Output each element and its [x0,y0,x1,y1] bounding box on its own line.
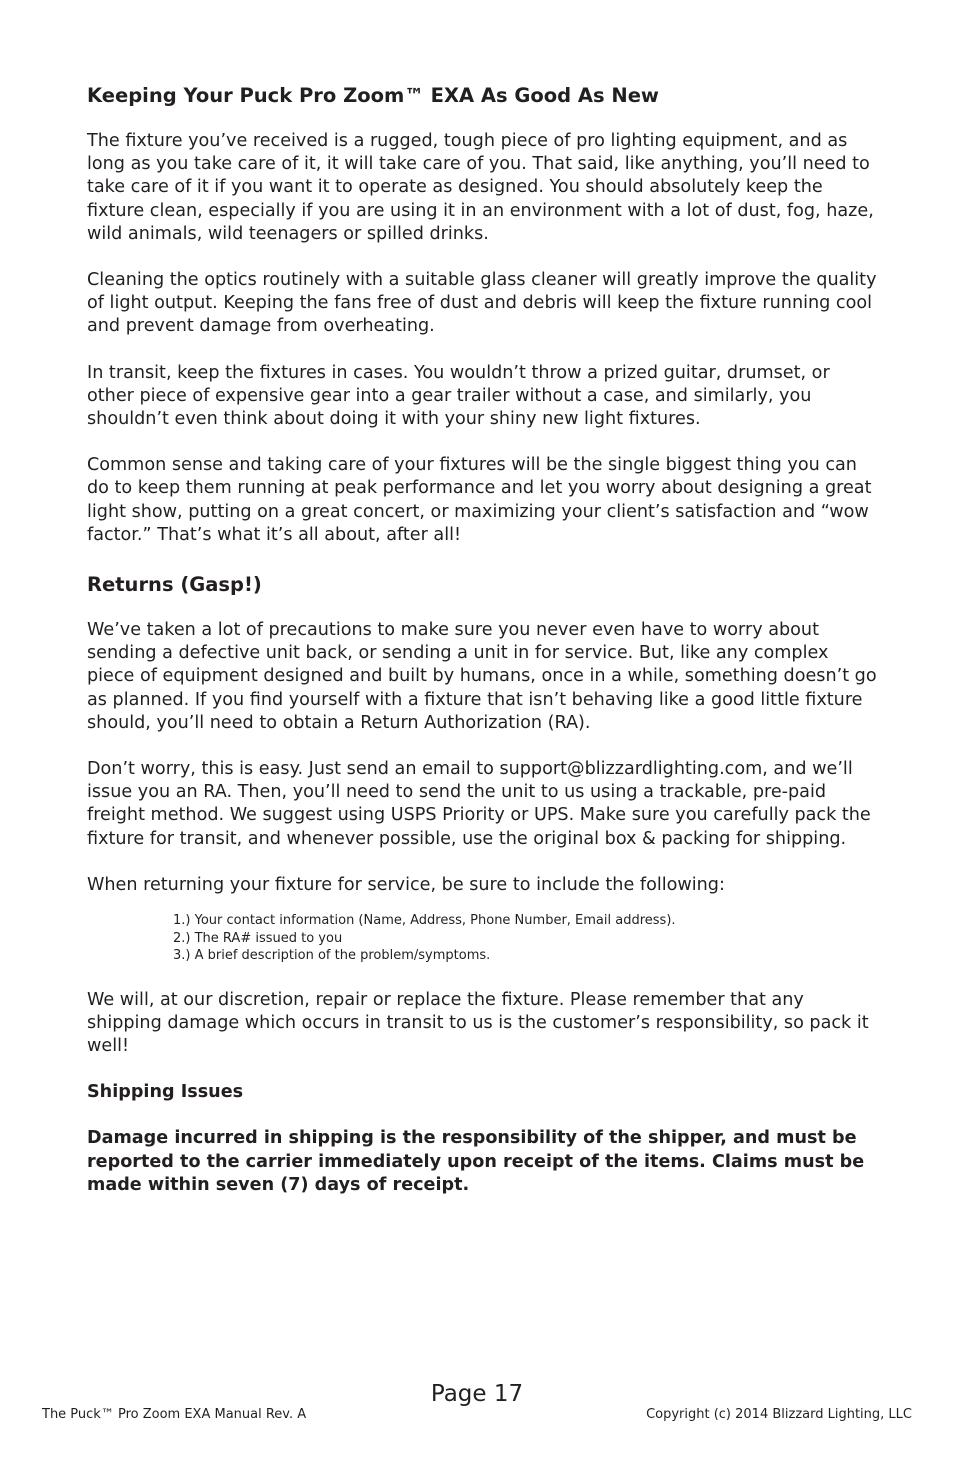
paragraph: We will, at our discretion, repair or replace the fixture. Please remember that any shipping damage which occurs in transit to us is the customer’s responsibility, so pack it well! [87,989,869,1056]
footer-copyright: Copyright (c) 2014 Blizzard Lighting, LLC [646,1407,912,1422]
list-item: 2.) The RA# issued to you [173,930,343,946]
shipping-issues-text: Damage incurred in shipping is the responsibility of the shipper, and must be reported to the carrier immediately upon receipt of the items. Claims must be made within seven (7) days of receipt. [87,1128,865,1195]
shipping-issues-heading: Shipping Issues [87,1082,244,1103]
paragraph: When returning your fixture for service, be sure to include the following: [87,874,725,895]
page-number: Page 17 [430,1381,524,1407]
paragraph: We’ve taken a lot of precautions to make sure you never even have to worry about sending a defective unit back, or sending a unit in for service. But, like any complex piece of equipment designed and built by humans, once in a while, something doesn’t go as planned. If you find yourself with a fixture that isn’t behaving like a good little fixture should, you’ll need to obtain a Return Authorization (RA). [87,620,877,733]
page-content [87,84,877,1220]
paragraph: The fixture you’ve received is a rugged, tough piece of pro lighting equipment, and as long as you take care of it, it will take care of you. That said, like anything, you’ll need to take care of it if you want it to operate as designed. You should absolutely keep the fixture clean, especially if you are using it in an environment with a lot of dust, fog, haze, wild animals, wild teenagers or spilled drinks. [87,131,874,244]
footer-manual-title: The Puck™ Pro Zoom EXA Manual Rev. A [42,1407,307,1422]
paragraph: Common sense and taking care of your fixtures will be the single biggest thing you can do to keep them running at peak performance and let you worry about designing a great light show, putting on a great concert, or maximizing your client’s satisfaction and “wow factor.” That’s what it’s all about, after all! [87,455,872,545]
list-item: 1.) Your contact information (Name, Address, Phone Number, Email address). [173,913,676,929]
list-item: 3.) A brief description of the problem/symptoms. [173,948,491,964]
return-requirements-list [173,912,877,965]
paragraph: Don’t worry, this is easy. Just send an email to support@blizzardlighting.com, and we’ll issue you an RA. Then, you’ll need to send the unit to us using a trackable, pre-paid freight method. We suggest using USPS Priority or UPS. Make sure you carefully pack the fixture for transit, and whenever possible, use the original box & packing for shipping. [87,759,871,849]
section-heading-returns: Returns (Gasp!) [87,573,262,597]
paragraph: In transit, keep the fixtures in cases. You wouldn’t throw a prized guitar, drumset, or other piece of expensive gear into a gear trailer without a case, and similarly, you shouldn’t even think about doing it with your shiny new light fixtures. [87,362,830,430]
section-heading-care: Keeping Your Puck Pro Zoom™ EXA As Good As New [87,84,659,107]
paragraph: Cleaning the optics routinely with a suitable glass cleaner will greatly improve the quality of light output. Keeping the fans free of dust and debris will keep the fixture running cool and prevent damage from overheating. [87,270,877,337]
